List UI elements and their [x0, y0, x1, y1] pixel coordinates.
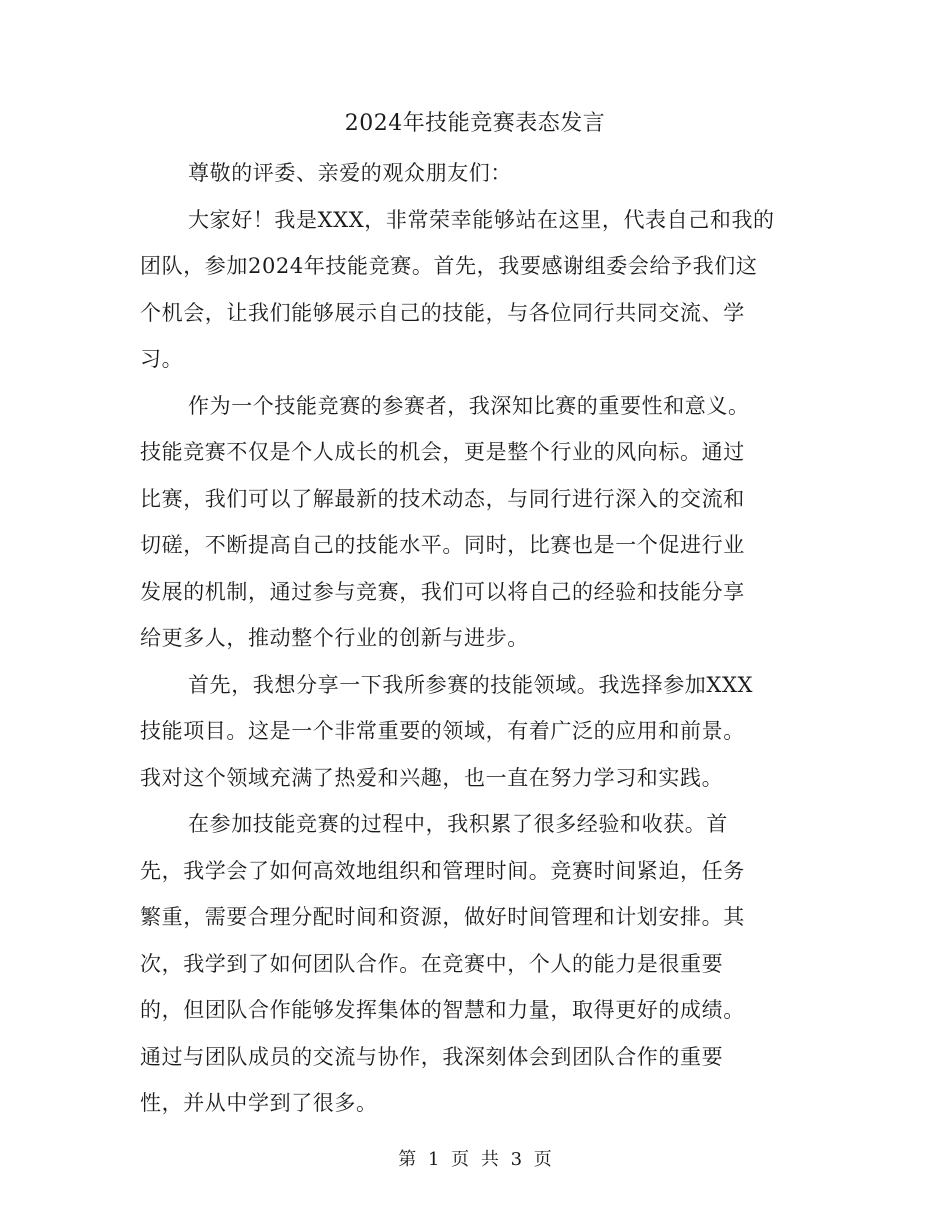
- text-line: 切磋，不断提高自己的技能水平。同时，比赛也是一个促进行业: [140, 533, 745, 557]
- text-line: 发展的机制，通过参与竞赛，我们可以将自己的经验和技能分享: [140, 579, 745, 604]
- text-line: 性，并从中学到了很多。: [140, 1091, 378, 1115]
- text-line: 次，我学到了如何团队合作。在竞赛中，个人的能力是很重要: [140, 951, 724, 976]
- text-line: 作为一个技能竞赛的参赛者，我深知比赛的重要性和意义。: [188, 393, 750, 418]
- text-line: 首先，我想分享一下我所参赛的技能领域。我选择参加XXX: [188, 672, 754, 697]
- text-line: 先，我学会了如何高效地组织和管理时间。竞赛时间紧迫，任务: [140, 858, 745, 883]
- text-line: 大家好！我是XXX，非常荣幸能够站在这里，代表自己和我的: [188, 207, 775, 232]
- text-line: 给更多人，推动整个行业的创新与进步。: [140, 626, 529, 650]
- text-line: 通过与团队成员的交流与协作，我深刻体会到团队合作的重要: [140, 1044, 724, 1069]
- text-line: 技能竞赛不仅是个人成长的机会，更是整个行业的风向标。通过: [140, 440, 745, 464]
- text-line: 在参加技能竞赛的过程中，我积累了很多经验和收获。首: [188, 812, 728, 836]
- text-line: 比赛，我们可以了解最新的技术动态，与同行进行深入的交流和: [140, 486, 745, 511]
- text-line: 个机会，让我们能够展示自己的技能，与各位同行共同交流、学: [140, 300, 745, 325]
- document-title: 2024年技能竞赛表态发言: [344, 111, 606, 136]
- text-line: 习。: [140, 347, 184, 371]
- page-footer: 第 1 页 共 3 页: [398, 1149, 552, 1170]
- text-line: 我对这个领域充满了热爱和兴趣，也一直在努力学习和实践。: [140, 765, 724, 790]
- document-body: [140, 150, 812, 1127]
- text-line: 团队，参加2024年技能竞赛。首先，我要感谢组委会给予我们这: [140, 254, 758, 278]
- text-line: 尊敬的评委、亲爱的观众朋友们：: [188, 161, 512, 185]
- text-line: 的，但团队合作能够发挥集体的智慧和力量，取得更好的成绩。: [140, 998, 745, 1022]
- text-line: 繁重，需要合理分配时间和资源，做好时间管理和计划安排。其: [140, 905, 745, 929]
- text-line: 技能项目。这是一个非常重要的领域，有着广泛的应用和前景。: [140, 719, 745, 743]
